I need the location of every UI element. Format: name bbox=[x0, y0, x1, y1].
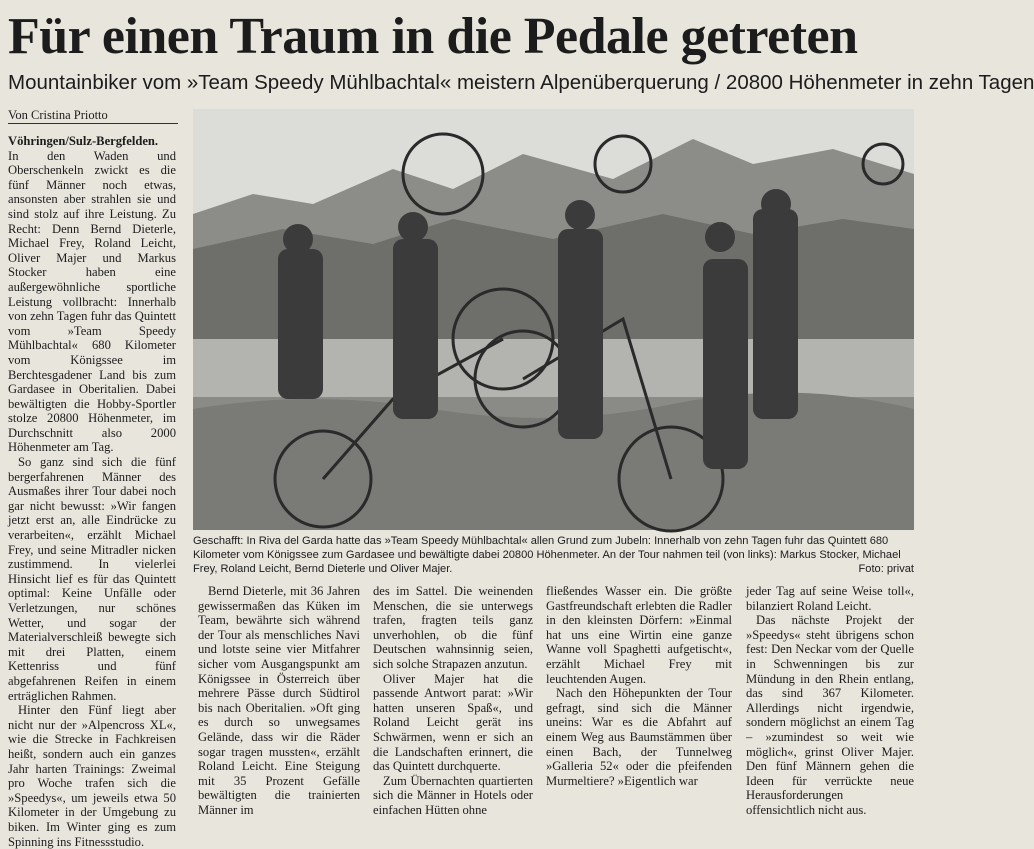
article-column-3 bbox=[373, 584, 533, 817]
headline: Für einen Traum in die Pedale getreten bbox=[8, 8, 858, 65]
article-paragraph: Hinter den Fünf liegt aber nicht nur der »Alpencross XL«, wie die Strecke in Fachkreisen heißt, sondern auch ein ganzes Jahr harten Trainings: Zweimal pro Woche trafen sich die »Speedys«, um jeweils etwa 50 Kilometer in der Umgebung zu biken. Im Winter ging es zum Spinning ins Fitnessstudio. bbox=[8, 703, 176, 849]
paragraph-text: In den Waden und Oberschenkeln zwickt es die fünf Männer noch etwas, ansonsten aber strahlen sie und sind stolz auf ihre Leistung. Zu Recht: Denn Bernd Dieterle, Michael Frey, Roland Leicht, Oliver Majer und Markus Stocker haben eine außergewöhnliche sportliche Leistung vollbracht: Innerhalb von zehn Tagen fuhr das Quintett vom »Team Speedy Mühlbachtal« 680 Kilometer vom Königssee im Berchtesgadener Land bis zum Gardasee in Oberitalien. Dabei bewältigten die Hobby-Sportler stolze 20800 Höhenmeter, im Durchschnitt also 2000 Höhenmeter am Tag. bbox=[8, 148, 176, 455]
article-paragraph bbox=[8, 134, 176, 455]
article-paragraph: Das nächste Projekt der »Speedys« steht übrigens schon fest: Den Neckar vom der Quelle in Schwenningen bis zur Mündung in den Rhein entlang, das sind 367 Kilometer. Allerdings nicht irgendwie, sondern möglichst an einem Tag – »zumindest so weit wie möglich«, grinst Oliver Majer. Den fünf Männern gehen die Ideen für verrückte neue Herausforderungen offensichtlich nicht aus. bbox=[746, 613, 914, 817]
article-paragraph: fließendes Wasser ein. Die größte Gastfreundschaft erlebten die Radler in den kleinsten Dörfern: »Einmal hat uns eine Wirtin eine ganze Wanne voll Spaghetti aufgetischt«, erzählt Michael Frey mit leuchtenden Augen. bbox=[546, 584, 732, 686]
article-paragraph: Zum Übernachten quartierten sich die Männer in Hotels oder einfachen Hütten ohne bbox=[373, 773, 533, 817]
dateline: Vöhringen/Sulz-Bergfelden. bbox=[8, 134, 159, 148]
article-paragraph: des im Sattel. Die weinenden Menschen, die sie unterwegs trafen, fragten teils ganz unverhohlen, ob die fünf Deutschen wahnsinnig seien, sich solche Strapazen anzutun. bbox=[373, 584, 533, 671]
photo-caption bbox=[193, 534, 914, 578]
article-paragraph: Nach den Höhepunkten der Tour gefragt, sind sich die Männer uneins: War es die Abfahrt auf einem Weg aus Baumstämmen über einen Bach, der Tunnelweg »Galleria 52« oder die pfeifenden Murmeltiere? »Eigentlich war bbox=[546, 686, 732, 788]
team-photo-illustration bbox=[193, 109, 914, 530]
byline: Von Cristina Priotto bbox=[8, 107, 178, 124]
article-paragraph: Bernd Dieterle, mit 36 Jahren gewissermaßen das Küken im Team, bewährte sich während der Tour als menschliches Navi und lotste seine vier Mitfahrer sicher vom Ausgangspunkt am Königssee in Österreich über mehrere Pässe durch Südtirol bis nach Oberitalien. »Oft ging es durch so unwegsames Gelände, dass wir die Räder sogar tragen mussten«, erzählt Roland Leicht. Eine Steigung mit 35 Prozent Gefälle bewältigten die trainierten Männer im bbox=[198, 584, 360, 817]
article-paragraph: Oliver Majer hat die passende Antwort parat: »Wir hatten unseren Spaß«, und Roland Leicht gerät ins Schwärmen, wenn er sich an die Landschaften erinnert, die das Quintett durchquerte. bbox=[373, 671, 533, 774]
article-column-1 bbox=[8, 134, 176, 849]
article-column-5 bbox=[746, 584, 914, 817]
article-column-4 bbox=[546, 584, 732, 800]
caption-text: Geschafft: In Riva del Garda hatte das »Team Speedy Mühlbachtal« allen Grund zum Jubeln: Innerhalb von zehn Tagen fuhr das Quintett 680 Kilometer vom Königssee zum Gardasee und bewältigte dabei 20800 Höhenmeter. An der Tour nahmen teil (von links): Markus Stocker, Michael Frey, Roland Leicht, Bernd Dieterle und Oliver Majer. bbox=[193, 535, 901, 575]
subheadline: Mountainbiker vom »Team Speedy Mühlbachtal« meistern Alpenüberquerung / 20800 Höhenmeter in zehn Tagen bbox=[8, 71, 1034, 94]
article-column-2 bbox=[198, 584, 360, 817]
photo-credit: Foto: privat bbox=[858, 563, 914, 575]
team-photo bbox=[193, 109, 914, 530]
article-paragraph: So ganz sind sich die fünf bergerfahrenen Männer des Ausmaßes ihrer Tour dabei noch gar nicht bewusst: »Wir fangen jetzt erst an, alle Eindrücke zu verarbeiten«, erzählt Michael Frey, und seine Mitradler nicken zustimmend. In vielerlei Hinsicht lief es für das Quintett optimal: Keine Unfälle oder Verletzungen, nur schönes Wetter, und sogar der Materialverschleiß bewegte sich mit drei Platten, einem Kettenriss und fünf abgefahrenen Reifen in einem erträglichen Rahmen. bbox=[8, 455, 176, 703]
article-paragraph: jeder Tag auf seine Weise toll«, bilanziert Roland Leicht. bbox=[746, 584, 914, 613]
